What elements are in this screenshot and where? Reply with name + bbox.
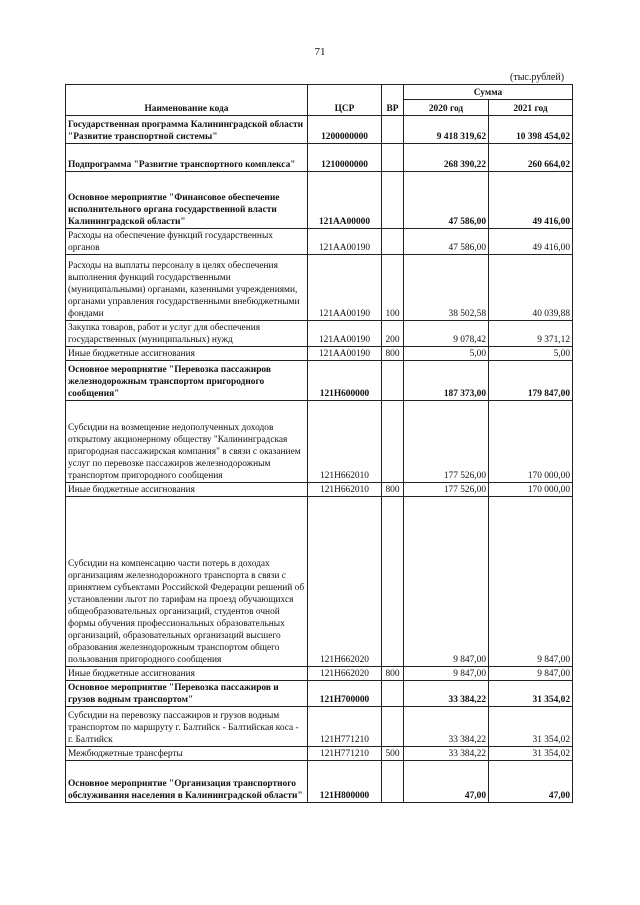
row-2021: 49 416,00 xyxy=(489,172,573,229)
row-vr xyxy=(382,681,404,707)
header-name: Наименование кода xyxy=(66,85,308,116)
row-2020: 47,00 xyxy=(404,761,489,803)
row-2021: 179 847,00 xyxy=(489,361,573,401)
row-2021: 9 371,12 xyxy=(489,321,573,347)
table-row xyxy=(66,116,573,144)
row-vr xyxy=(382,229,404,255)
row-name: Иные бюджетные ассигнования xyxy=(66,667,308,681)
row-2020: 38 502,58 xyxy=(404,255,489,321)
row-name: Основное мероприятие "Финансовое обеспечение исполнительного органа государственной власти Калининградской области" xyxy=(66,172,308,229)
row-name: Подпрограмма "Развитие транспортного комплекса" xyxy=(66,144,308,172)
row-name: Закупка товаров, работ и услуг для обеспечения государственных (муниципальных) нужд xyxy=(66,321,308,347)
row-2020: 33 384,22 xyxy=(404,707,489,747)
page-number: 71 xyxy=(314,46,326,58)
row-name: Основное мероприятие "Организация транспортного обслуживания населения в Калининградской области" xyxy=(66,761,308,803)
row-csr: 1210000000 xyxy=(308,144,382,172)
table-body xyxy=(66,116,573,803)
row-csr: 121АА00190 xyxy=(308,321,382,347)
row-name: Иные бюджетные ассигнования xyxy=(66,483,308,497)
table-row xyxy=(66,255,573,321)
row-2021: 9 847,00 xyxy=(489,497,573,667)
table-row xyxy=(66,483,573,497)
row-2020: 9 847,00 xyxy=(404,667,489,681)
row-name: Расходы на выплаты персоналу в целях обеспечения выполнения функций государственными (муниципальными) органами, казенными учреждениями, органами управления государственными внебюджетными фондами xyxy=(66,255,308,321)
table-row xyxy=(66,497,573,667)
row-name: Иные бюджетные ассигнования xyxy=(66,347,308,361)
row-2020: 177 526,00 xyxy=(404,483,489,497)
row-2020: 268 390,22 xyxy=(404,144,489,172)
row-csr: 121Н600000 xyxy=(308,361,382,401)
row-csr: 121Н771210 xyxy=(308,707,382,747)
row-vr xyxy=(382,361,404,401)
table-row xyxy=(66,144,573,172)
header-csr: ЦСР xyxy=(308,85,382,116)
row-2021: 31 354,02 xyxy=(489,681,573,707)
row-vr xyxy=(382,116,404,144)
row-2021: 170 000,00 xyxy=(489,483,573,497)
row-name: Субсидии на компенсацию части потерь в доходах организациям железнодорожного транспорта в связи с принятием субъектами Российской Федерации решений об установлении льгот по тарифам на проезд обучающихся общеобразовательных организаций, студентов очной формы обучения профессиональных образовательных организаций, образовательных организаций высшего образования железнодорожным транспортом общего пользования пригородного сообщения xyxy=(66,497,308,667)
table-row xyxy=(66,361,573,401)
row-2020: 9 847,00 xyxy=(404,497,489,667)
row-name: Основное мероприятие "Перевозка пассажиров железнодорожным транспортом пригородного сообщения" xyxy=(66,361,308,401)
table-row xyxy=(66,707,573,747)
table-row xyxy=(66,401,573,483)
units-note: (тыс.рублей) xyxy=(510,72,565,83)
row-2021: 5,00 xyxy=(489,347,573,361)
header-sum: Сумма xyxy=(404,85,573,100)
row-vr: 100 xyxy=(382,255,404,321)
table-row xyxy=(66,761,573,803)
row-2021: 47,00 xyxy=(489,761,573,803)
row-2020: 9 418 319,62 xyxy=(404,116,489,144)
row-2021: 31 354,02 xyxy=(489,707,573,747)
row-2020: 47 586,00 xyxy=(404,229,489,255)
table-row xyxy=(66,229,573,255)
row-2020: 33 384,22 xyxy=(404,747,489,761)
row-name: Государственная программа Калининградской области "Развитие транспортной системы" xyxy=(66,116,308,144)
row-name: Субсидии на возмещение недополученных доходов открытому акционерному обществу "Калининградская пригородная пассажирская компания" в связи с оказанием услуг по перевозке пассажиров железнодорожным транспортом пригородного сообщения xyxy=(66,401,308,483)
row-2020: 33 384,22 xyxy=(404,681,489,707)
header-2020: 2020 год xyxy=(404,100,489,116)
table-row xyxy=(66,681,573,707)
table-row xyxy=(66,172,573,229)
row-2021: 10 398 454,02 xyxy=(489,116,573,144)
row-csr: 121АА00000 xyxy=(308,172,382,229)
row-vr: 800 xyxy=(382,347,404,361)
row-csr: 1200000000 xyxy=(308,116,382,144)
header-2021: 2021 год xyxy=(489,100,573,116)
row-2021: 260 664,02 xyxy=(489,144,573,172)
row-name: Расходы на обеспечение функций государственных органов xyxy=(66,229,308,255)
row-csr: 121Н700000 xyxy=(308,681,382,707)
row-vr xyxy=(382,497,404,667)
row-csr: 121Н662010 xyxy=(308,401,382,483)
row-2021: 49 416,00 xyxy=(489,229,573,255)
row-2020: 177 526,00 xyxy=(404,401,489,483)
row-2021: 31 354,02 xyxy=(489,747,573,761)
row-vr xyxy=(382,401,404,483)
row-2020: 187 373,00 xyxy=(404,361,489,401)
table-row xyxy=(66,347,573,361)
row-vr xyxy=(382,761,404,803)
row-2021: 9 847,00 xyxy=(489,667,573,681)
row-name: Межбюджетные трансферты xyxy=(66,747,308,761)
row-vr: 200 xyxy=(382,321,404,347)
row-name: Основное мероприятие "Перевозка пассажиров и грузов водным транспортом" xyxy=(66,681,308,707)
row-2021: 170 000,00 xyxy=(489,401,573,483)
row-vr: 500 xyxy=(382,747,404,761)
row-csr: 121Н800000 xyxy=(308,761,382,803)
row-csr: 121АА00190 xyxy=(308,229,382,255)
row-2020: 5,00 xyxy=(404,347,489,361)
row-csr: 121Н662020 xyxy=(308,667,382,681)
budget-table xyxy=(65,84,573,803)
row-vr xyxy=(382,707,404,747)
row-vr: 800 xyxy=(382,667,404,681)
row-csr: 121Н662020 xyxy=(308,497,382,667)
row-2020: 9 078,42 xyxy=(404,321,489,347)
row-csr: 121АА00190 xyxy=(308,255,382,321)
row-2021: 40 039,88 xyxy=(489,255,573,321)
table-row xyxy=(66,667,573,681)
row-name: Субсидии на перевозку пассажиров и грузов водным транспортом по маршруту г. Балтийск - Балтийская коса - г. Балтийск xyxy=(66,707,308,747)
row-csr: 121АА00190 xyxy=(308,347,382,361)
row-csr: 121Н662010 xyxy=(308,483,382,497)
header-vr: ВР xyxy=(382,85,404,116)
row-2020: 47 586,00 xyxy=(404,172,489,229)
row-vr xyxy=(382,144,404,172)
row-csr: 121Н771210 xyxy=(308,747,382,761)
table-row xyxy=(66,321,573,347)
row-vr xyxy=(382,172,404,229)
row-vr: 800 xyxy=(382,483,404,497)
table-row xyxy=(66,747,573,761)
